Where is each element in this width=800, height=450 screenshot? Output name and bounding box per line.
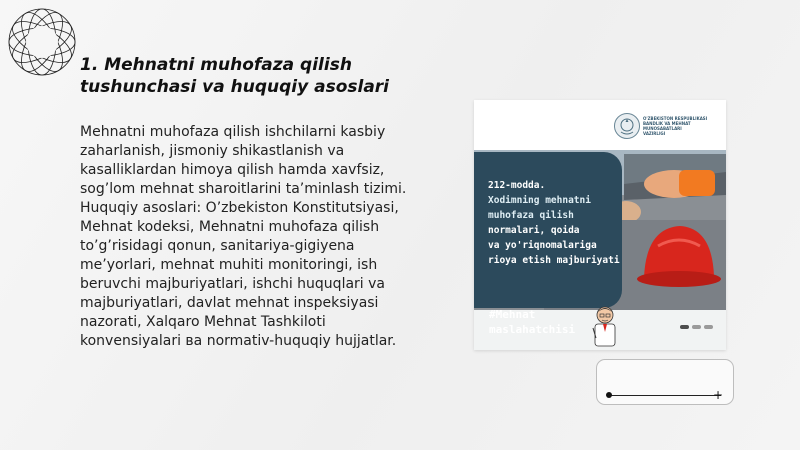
hashtag-label <box>489 307 575 337</box>
slide-title-line: 1. Mehnatni muhofaza qilish <box>80 55 352 75</box>
decorative-rosette-icon <box>6 6 78 78</box>
article-caption-line: Xodimning mehnatni <box>488 195 591 206</box>
hashtag-line: maslahatchisi <box>489 323 576 336</box>
article-caption-line: 212-modda. <box>488 180 546 191</box>
ministry-name-line: VAZIRLIGI <box>643 131 666 136</box>
slide-title-line: tushunchasi va huquqiy asoslari <box>80 77 390 97</box>
article-caption-line: muhofaza qilish <box>488 210 574 221</box>
ministry-name-line: BANDLIK VA MEHNAT MUNOSABATLARI <box>643 121 691 131</box>
article-caption <box>488 178 638 268</box>
timeline-track[interactable] <box>609 395 721 396</box>
timeline-start-icon[interactable] <box>606 392 612 398</box>
ministry-name <box>643 116 723 136</box>
pagination-dots <box>680 324 714 330</box>
media-playback-control[interactable] <box>596 359 734 405</box>
slide-title <box>80 54 420 98</box>
ministry-name-line: O'ZBEKISTON RESPUBLIKASI <box>643 116 708 121</box>
article-caption-line: rioya etish majburiyati <box>488 255 620 266</box>
article-caption-line: normalari, qoida <box>488 225 580 236</box>
hashtag-line: #Mehnat <box>489 308 536 321</box>
state-emblem-icon <box>613 112 641 140</box>
article-caption-line: va yo'riqnomalariga <box>488 240 597 251</box>
advisor-mascot-icon <box>592 302 618 348</box>
add-icon[interactable]: + <box>713 388 724 402</box>
slide-body-text: Mehnatni muhofaza qilish ishchilarni kasbiy zaharlanish, jismoniy shikastlanish va kasalliklardan himoya qilish hamda xavfsiz, sog’lom mehnat sharoitlarini ta’minlash tizimi. Huquqiy asoslari: O’zbekiston Konstitutsiyasi, Mehnat kodeksi, Mehnatni muhofaza qilish to’g’risidagi qonun, sanitariya-gigiyena me’yorlari, mehnat muhiti monitoringi, ish beruvchi majburiyatlari, ishchi huquqlari va majburiyatlari, davlat mehnat inspeksiyasi nazorati, Xalqaro Mehnat Tashkiloti konvensiyalari ва normativ-huquqiy hujjatlar. <box>80 124 407 349</box>
poster-image <box>474 100 726 350</box>
